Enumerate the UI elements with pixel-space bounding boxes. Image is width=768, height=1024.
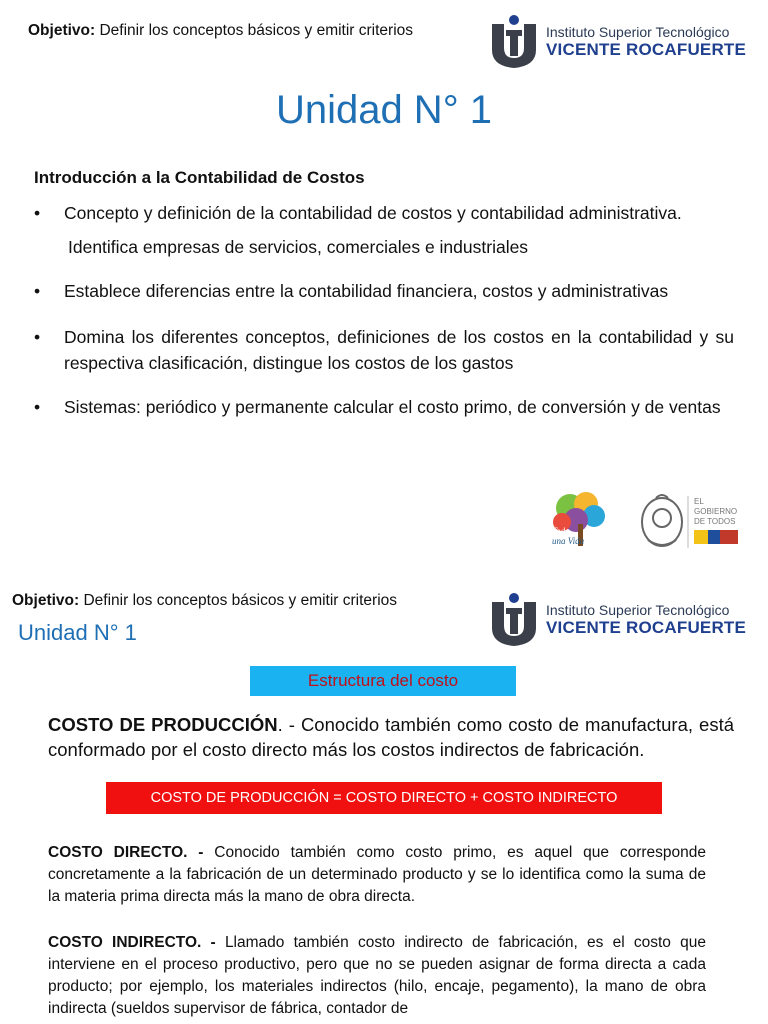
bullet-icon: • <box>34 281 41 301</box>
list-item: • Sistemas: periódico y permanente calcular el costo primo, de conversión y de ventas <box>34 394 734 420</box>
svg-text:DE TODOS: DE TODOS <box>694 517 736 526</box>
svg-text:EL: EL <box>694 497 704 506</box>
institute-logo <box>486 592 746 648</box>
list-item: • Concepto y definición de la contabilidad de costos y contabilidad administrativa. <box>34 200 734 226</box>
institute-emblem-icon <box>486 592 542 648</box>
page-title: Unidad N° 1 <box>275 88 493 132</box>
objective-label: Objetivo: <box>12 592 80 609</box>
page-title: Unidad N° 1 <box>18 620 137 645</box>
svg-text:Toda: Toda <box>552 526 570 536</box>
objective-label: Objetivo: <box>28 22 96 39</box>
institute-name-line1: Instituto Superior Tecnológico <box>546 602 730 619</box>
objective-text: Definir los conceptos básicos y emitir criterios <box>79 592 398 609</box>
list-item: • Domina los diferentes conceptos, definiciones de los costos en la contabilidad y su respectiva clasificación, distingue los costos de los gastos <box>34 324 734 376</box>
bullet-icon: • <box>34 397 41 417</box>
objectives-list <box>34 200 734 420</box>
bullet-icon: • <box>34 203 41 223</box>
institute-emblem-icon <box>486 14 542 70</box>
institute-logo <box>486 14 746 70</box>
institute-name-line2: VICENTE ROCAFUERTE <box>546 40 747 60</box>
slide-2 <box>0 576 768 1024</box>
indirecto-term: COSTO INDIRECTO. - <box>48 934 216 951</box>
svg-text:GOBIERNO: GOBIERNO <box>694 507 738 516</box>
section-banner: Estructura del costo <box>250 666 516 696</box>
produccion-term: COSTO DE PRODUCCIÓN <box>48 714 278 735</box>
directo-term: COSTO DIRECTO. - <box>48 844 204 861</box>
institute-name-line1: Instituto Superior Tecnológico <box>546 24 730 41</box>
objective-line <box>12 592 397 610</box>
gobierno-de-todos-logo-icon <box>636 490 740 552</box>
costo-indirecto-definition: COSTO INDIRECTO. - Llamado también costo indirecto de fabricación, es el costo que interviene en el proceso productivo, pero que no se pueden asignar de forma directa a cada producto; por ejemplo, los materiales indirectos (hilo, encaje, pegamento), la mano de obra indirecta (sueldos supervisor de fábrica, contador de <box>48 934 706 1017</box>
list-item: Identifica empresas de servicios, comerciales e industriales <box>68 237 529 257</box>
objective-line <box>28 22 413 40</box>
costo-directo-definition: COSTO DIRECTO. - Conocido también como costo primo, es aquel que corresponde concretamente a la fabricación de un determinado producto y se lo identifica como la suma de la materia prima directa más la mano de obra directa. <box>48 844 706 905</box>
toda-una-vida-logo-icon <box>546 488 616 550</box>
produccion-definition: COSTO DE PRODUCCIÓN. - Conocido también como costo de manufactura, está conformado por el costo directo más los costos indirectos de fabricación. <box>48 714 734 760</box>
objective-text: Definir los conceptos básicos y emitir criterios <box>95 22 414 39</box>
bullet-icon: • <box>34 327 41 347</box>
section-heading: Introducción a la Contabilidad de Costos <box>34 168 365 187</box>
institute-name-line2: VICENTE ROCAFUERTE <box>546 618 747 638</box>
cost-formula-banner: COSTO DE PRODUCCIÓN = COSTO DIRECTO + COSTO INDIRECTO <box>106 782 662 814</box>
svg-text:una Vida: una Vida <box>552 536 585 546</box>
list-item: • Establece diferencias entre la contabilidad financiera, costos y administrativas <box>34 278 734 304</box>
